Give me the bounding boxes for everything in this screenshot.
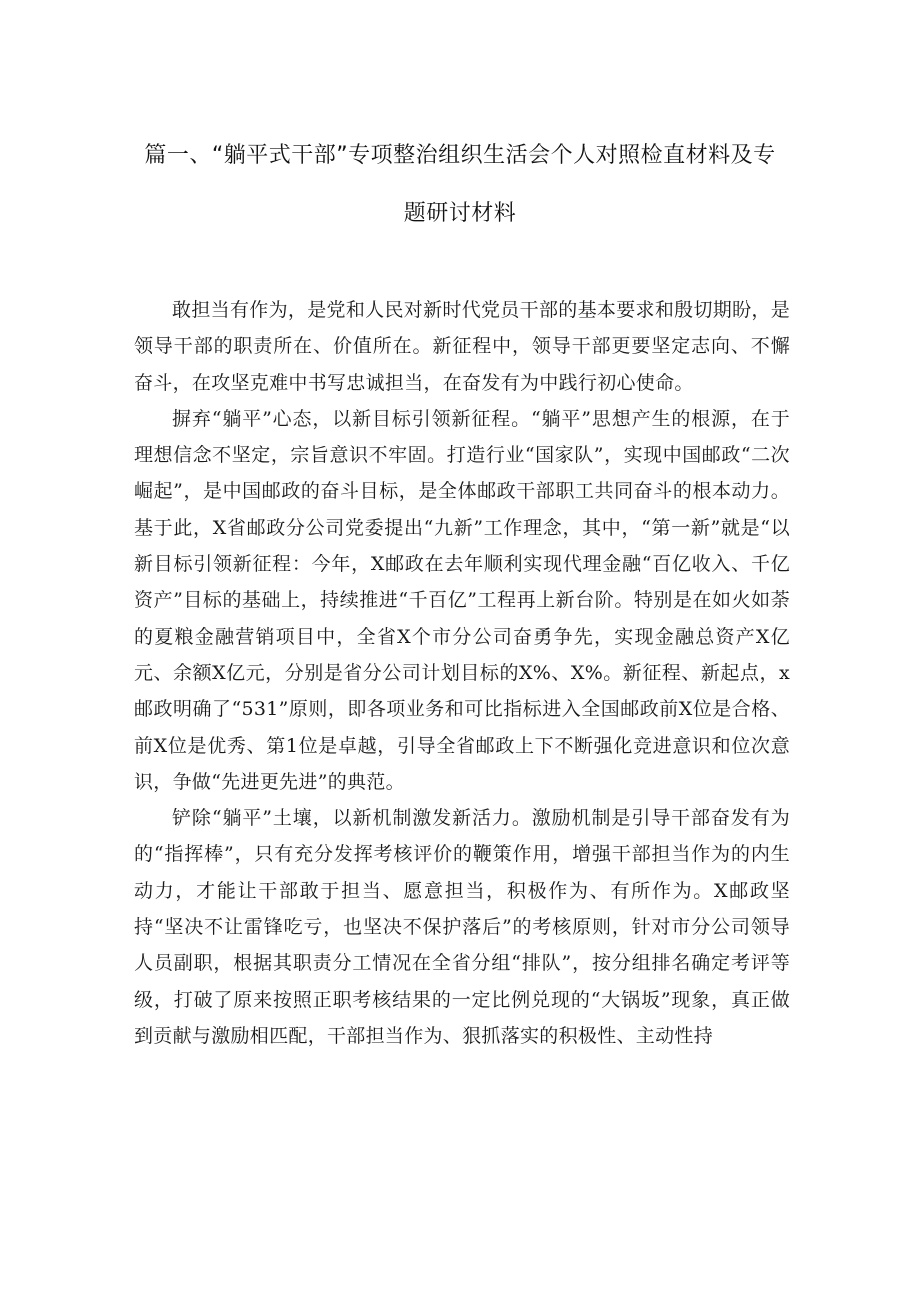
paragraph-new-goals: 摒弃“躺平”心态，以新目标引领新征程。“躺平”思想产生的根源，在于理想信念不坚定，宗旨意识不牢固。打造行业“国家队”，实现中国邮政“二次崛起”，是中国邮政的奋斗目标，是全体邮政干部职工共同奋斗的根本动力。基于此，X省邮政分公司党委提出“九新”工作理念，其中，“第一新”就是“以新目标引领新征程：今年，X邮政在去年顺利实现代理金融“百亿收入、千亿资产”目标的基础上，持续推进“千百亿”工程再上新台阶。特别是在如火如荼的夏粮金融营销项目中，全省X个市分公司奋勇争先，实现金融总资产X亿元、余额X亿元，分别是省分公司计划目标的X%、X%。新征程、新起点，x邮政明确了“531”原则，即各项业务和可比指标进入全国邮政前X位是合格、前X位是优秀、第1位是卓越，引导全省邮政上下不断强化竞进意识和位次意识，争做“先进更先进”的典范。 <box>134 407 790 793</box>
paragraph-new-mechanism: 铲除“躺平”土壤，以新机制激发新活力。激励机制是引导干部奋发有为的“指挥棒”，只有充分发挥考核评价的鞭策作用，增强干部担当作为的内生动力，才能让干部敢于担当、愿意担当，积极作为、有所作为。X邮政坚持“坚决不让雷锋吃亏，也坚决不保护落后”的考核原则，针对市分公司领导人员副职，根据其职责分工情况在全省分组“排队”，按分组排名确定考评等级，打破了原来按照正职考核结果的一定比例兑现的“大锅坂”现象，真正做到贡献与激励相匹配，干部担当作为、狠抓落实的积极性、主动性持 <box>134 807 790 1047</box>
document-body <box>134 292 790 1054</box>
document-title-line-1: 篇一、“躺平式干部”专项整治组织生活会个人对照检直材料及专 <box>144 143 776 168</box>
paragraph-intro: 敢担当有作为，是党和人民对新时代党员干部的基本要求和殷切期盼，是领导干部的职责所在、价值所在。新征程中，领导干部更要坚定志向、不懈奋斗，在攻坚克难中书写忠诚担当，在奋发有为中践行初心使命。 <box>134 299 790 394</box>
document-title-line-2: 题研讨材料 <box>403 201 517 226</box>
